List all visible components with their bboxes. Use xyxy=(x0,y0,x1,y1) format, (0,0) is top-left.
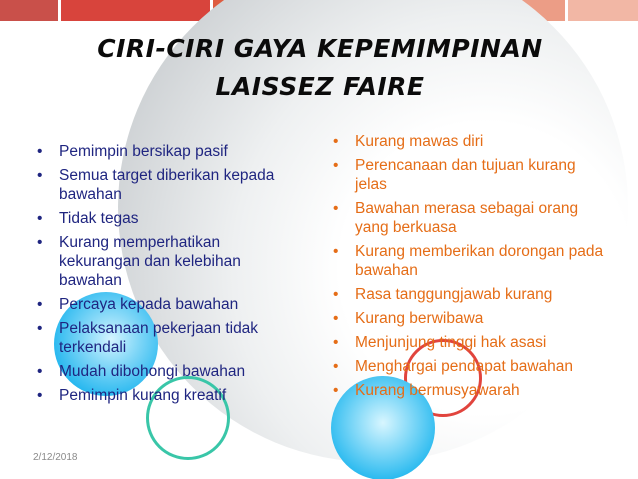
right-bullet-list xyxy=(330,132,610,405)
list-item: • Kurang memberikan dorongan pada bawahan xyxy=(330,242,610,280)
bar-segment xyxy=(61,0,211,21)
list-item: • Perencanaan dan tujuan kurang jelas xyxy=(330,156,610,194)
list-item: • Rasa tanggungjawab kurang xyxy=(330,285,610,304)
list-item: • Kurang mawas diri xyxy=(330,132,610,151)
list-item: • Kurang berwibawa xyxy=(330,309,610,328)
list-item: • Menjunjung tinggi hak asasi xyxy=(330,333,610,352)
bar-segment xyxy=(0,0,58,21)
list-item: • Kurang bermusyawarah xyxy=(330,381,610,400)
list-item: • Menghargai pendapat bawahan xyxy=(330,357,610,376)
slide-title xyxy=(60,30,580,106)
title-line-2: LAISSEZ FAIRE xyxy=(215,72,425,101)
slide-date: 2/12/2018 xyxy=(33,452,78,463)
list-item: • Semua target diberikan kepada bawahan xyxy=(34,166,299,204)
list-item: • Pemimpin kurang kreatif xyxy=(34,386,299,405)
list-item: • Pemimpin bersikap pasif xyxy=(34,142,299,161)
list-item: • Percaya kepada bawahan xyxy=(34,295,299,314)
list-item: • Bawahan merasa sebagai orang yang berkuasa xyxy=(330,199,610,237)
list-item: • Tidak tegas xyxy=(34,209,299,228)
left-bullet-list xyxy=(34,142,299,410)
list-item: • Pelaksanaan pekerjaan tidak terkendali xyxy=(34,319,299,357)
list-item: • Kurang memperhatikan kekurangan dan kelebihan bawahan xyxy=(34,233,299,290)
title-line-1: CIRI-CIRI GAYA KEPEMIMPINAN xyxy=(97,34,543,63)
bar-segment xyxy=(568,0,638,21)
list-item: • Mudah dibohongi bawahan xyxy=(34,362,299,381)
